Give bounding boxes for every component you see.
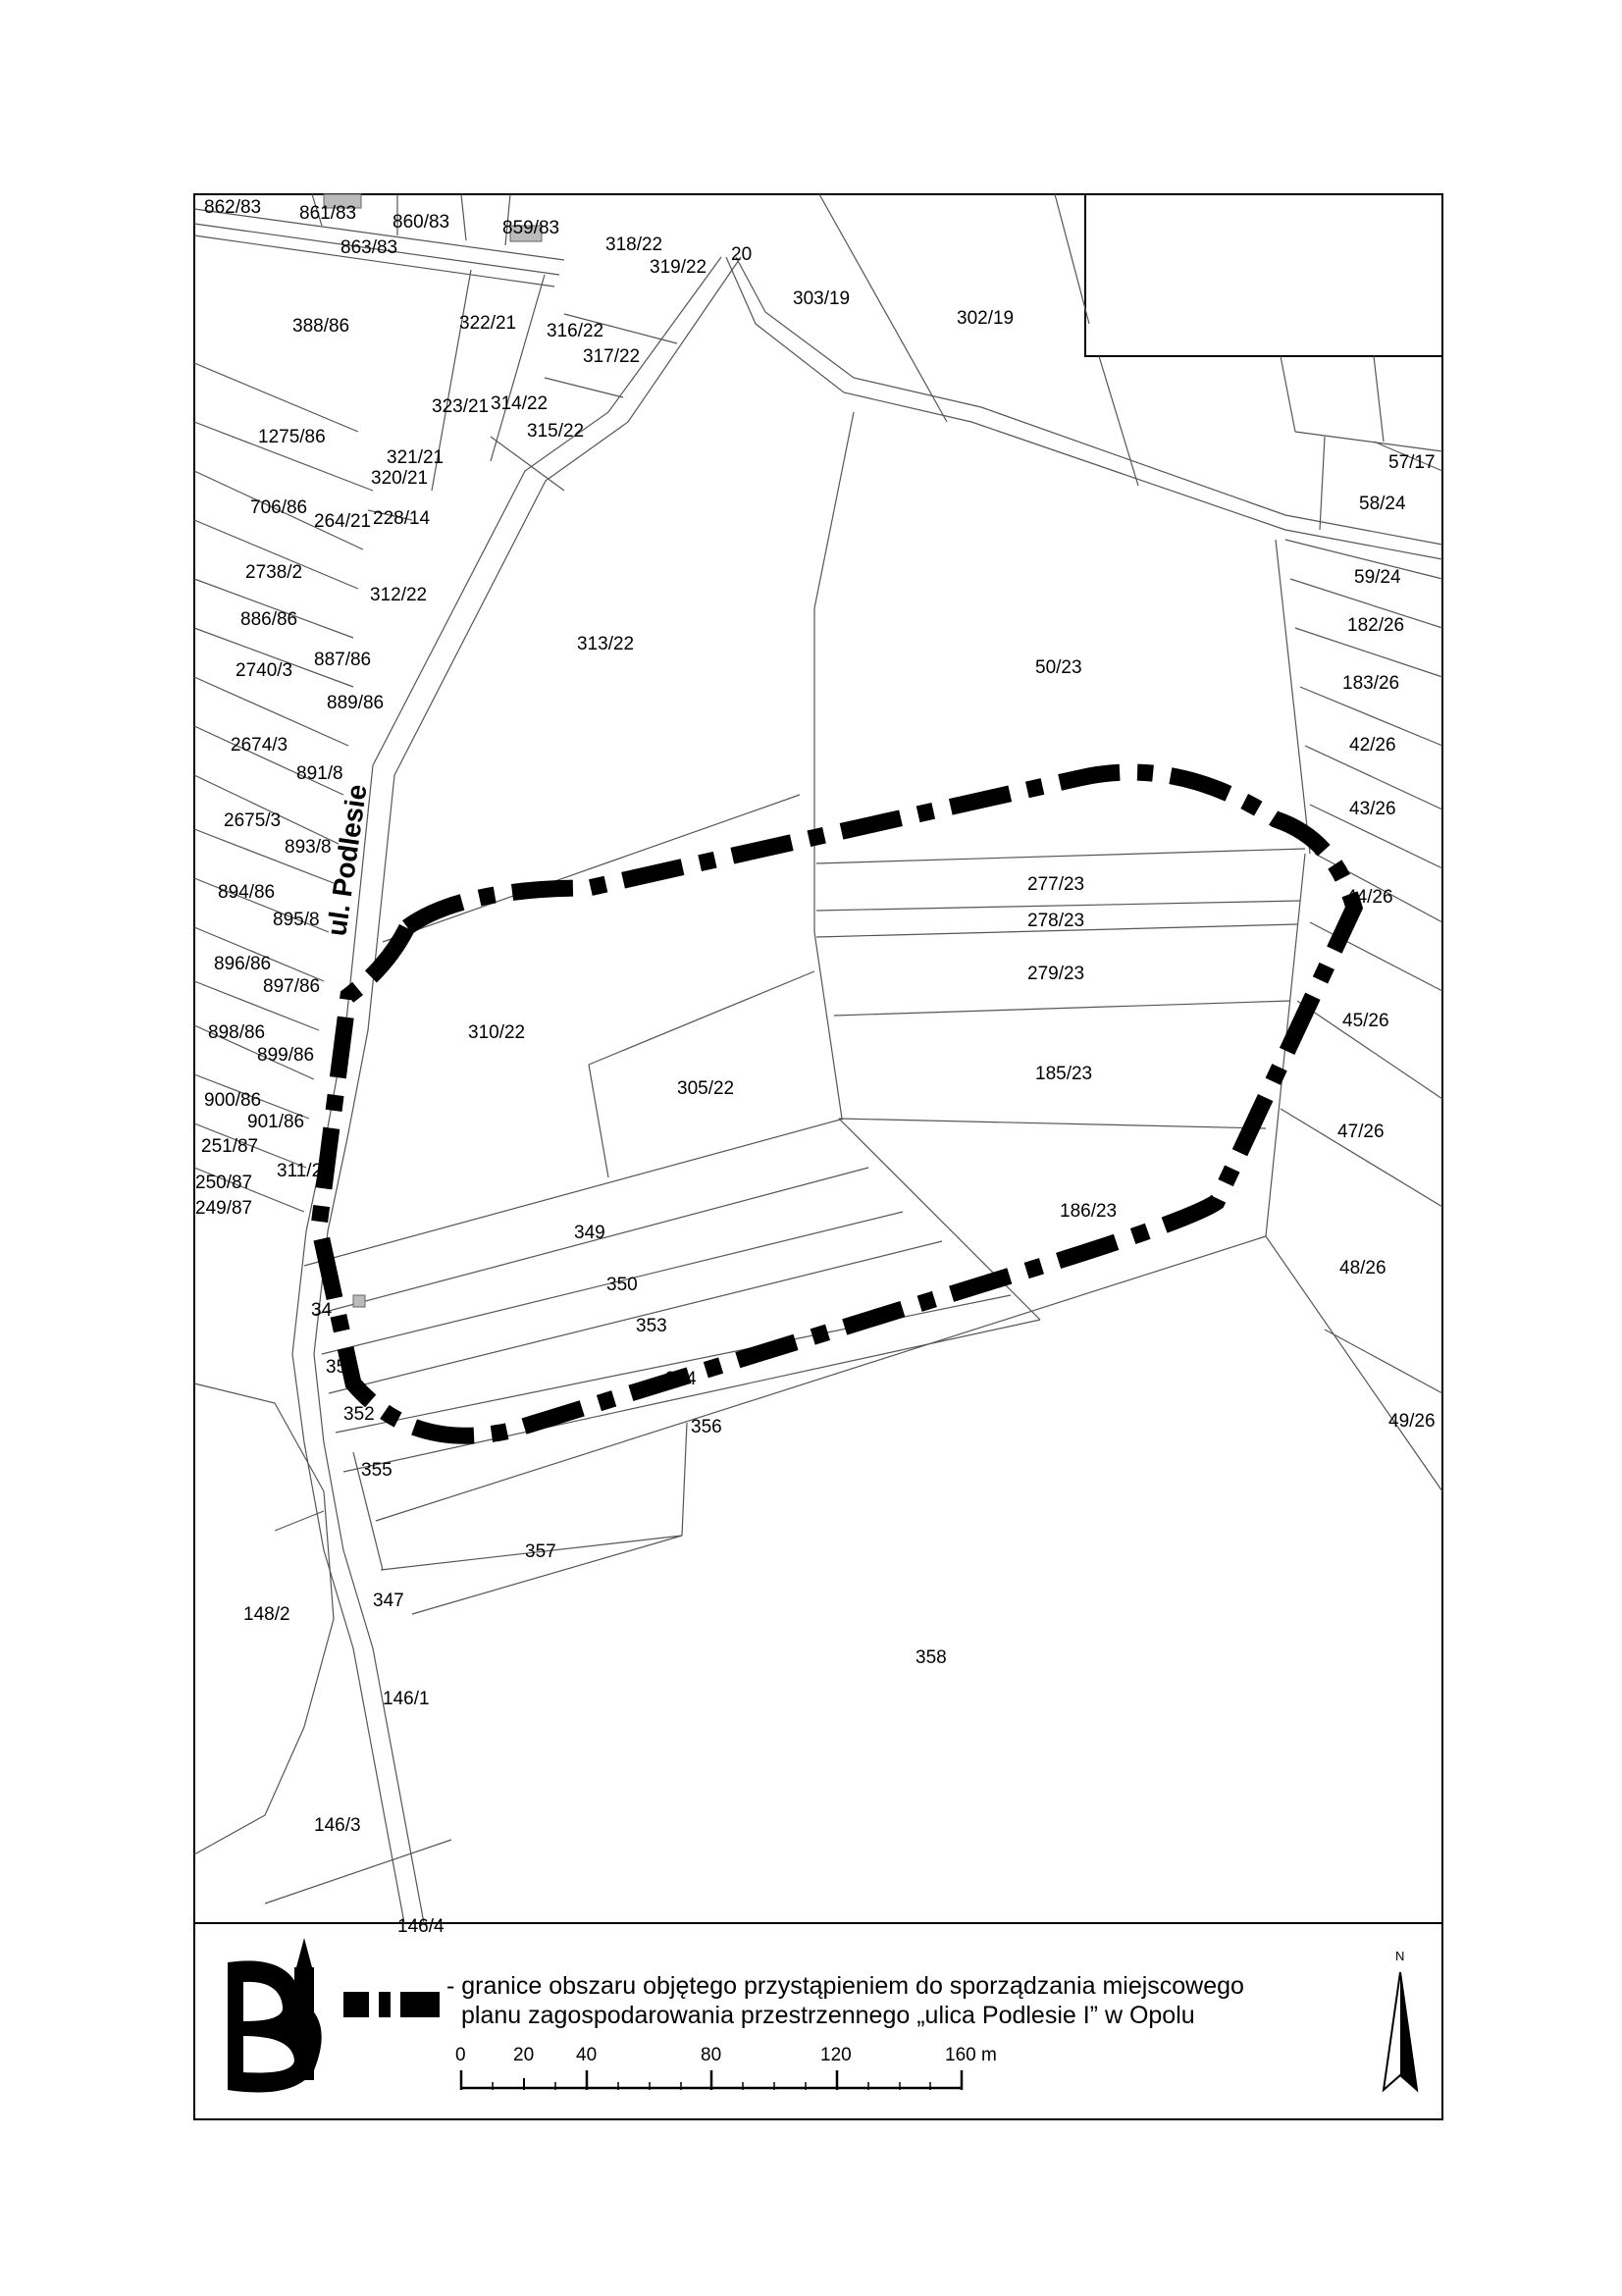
planning-area-boundary [319, 772, 1354, 1435]
parcel-label: 264/21 [314, 511, 372, 532]
parcel-label: 311/2 [277, 1161, 323, 1181]
scale-tick-40: 40 [576, 2045, 598, 2065]
parcel-label: 48/26 [1339, 1258, 1387, 1278]
parcel-label: 388/86 [292, 316, 350, 337]
parcel-label: 57/17 [1388, 452, 1436, 473]
parcel-label: 20 [731, 244, 753, 265]
parcel-label: 58/24 [1359, 494, 1406, 514]
parcel-label: 706/86 [250, 497, 308, 518]
parcel-label: 314/22 [491, 393, 549, 414]
parcel-label: 278/23 [1027, 911, 1085, 931]
legend [228, 1938, 1417, 2093]
legend-line-2: planu zagospodarowania przestrzennego „ulica Podlesie I” w Opolu [461, 2002, 1195, 2029]
parcel-label: 146/3 [314, 1815, 361, 1836]
parcel-label: 349 [574, 1223, 605, 1243]
scale-tick-20: 20 [513, 2045, 535, 2065]
parcel-label: 323/21 [432, 396, 490, 417]
parcel-label: 49/26 [1388, 1411, 1436, 1432]
parcel-label: 350 [606, 1275, 638, 1295]
parcel-label: 146/4 [397, 1916, 445, 1937]
parcel-label: 44/26 [1346, 887, 1393, 908]
boundary-symbol-icon [343, 1992, 440, 2017]
parcel-label: 34 [311, 1300, 333, 1321]
parcel-label: 353 [636, 1316, 667, 1336]
parcel-label: 2675/3 [224, 810, 282, 831]
parcel-label: 358 [916, 1647, 947, 1668]
parcel-lines [194, 194, 1442, 1923]
scale-tick-80: 80 [701, 2045, 722, 2065]
parcel-label: 318/22 [605, 235, 663, 255]
parcel-label: 305/22 [677, 1078, 735, 1099]
parcel-label: 313/22 [577, 634, 635, 654]
parcel-label: 859/83 [502, 218, 560, 238]
parcel-label: 1275/86 [258, 427, 326, 447]
scale-tick-0: 0 [455, 2045, 466, 2065]
parcel-label: 277/23 [1027, 874, 1085, 895]
parcel-label: 249/87 [195, 1198, 253, 1219]
street-label: ul. Podlesie [321, 782, 373, 938]
parcel-label: 183/26 [1342, 673, 1400, 694]
buildings [324, 194, 542, 1307]
parcel-label: 893/8 [285, 837, 332, 858]
parcel-label: 50/23 [1035, 657, 1082, 678]
parcel-label: 889/86 [327, 693, 385, 713]
parcel-label: 898/86 [208, 1022, 266, 1043]
parcel-label: 182/26 [1347, 615, 1405, 636]
parcel-label: 185/23 [1035, 1064, 1093, 1084]
parcel-label: 42/26 [1349, 735, 1396, 756]
parcel-label: 862/83 [204, 197, 262, 218]
parcel-label: 310/22 [468, 1022, 526, 1043]
parcel-label: 897/86 [263, 976, 321, 997]
legend-line-1: - granice obszaru objętego przystąpieniem do sporządzania miejscowego [446, 1972, 1244, 2000]
parcel-label: 303/19 [793, 288, 851, 309]
parcel-label: 279/23 [1027, 964, 1085, 984]
parcel-label: 356 [691, 1417, 722, 1437]
parcel-label: 355 [361, 1460, 392, 1481]
parcel-label: 896/86 [214, 954, 272, 974]
parcel-label: 2740/3 [235, 660, 293, 681]
parcel-label: 146/1 [383, 1689, 430, 1709]
parcel-label: 900/86 [204, 1090, 262, 1111]
parcel-label: 899/86 [257, 1045, 315, 1066]
bi-logo-icon [228, 1938, 322, 2093]
parcel-label: 35 [326, 1357, 347, 1378]
parcel-label: 302/19 [957, 308, 1015, 329]
parcel-label: 47/26 [1337, 1122, 1385, 1142]
parcel-label: 321/21 [387, 447, 445, 468]
parcel-label: 186/23 [1060, 1201, 1118, 1222]
parcel-label: 860/83 [392, 212, 450, 233]
parcel-label: 895/8 [273, 910, 320, 930]
parcel-label: 317/22 [583, 346, 641, 367]
parcel-label: 352 [343, 1404, 375, 1425]
parcel-label: 901/86 [247, 1112, 305, 1132]
inset-box [1085, 194, 1442, 356]
parcel-label: 887/86 [314, 650, 372, 670]
parcel-label: 2674/3 [231, 735, 288, 756]
parcel-label: 250/87 [195, 1173, 253, 1193]
parcel-label: 148/2 [243, 1604, 290, 1625]
parcel-label: 2738/2 [245, 562, 303, 583]
parcel-label: 251/87 [201, 1136, 259, 1157]
parcel-label: 891/8 [296, 763, 343, 784]
parcel-label: 316/22 [547, 321, 604, 341]
parcel-label: 347 [373, 1591, 404, 1611]
parcel-label: 59/24 [1354, 567, 1401, 588]
parcel-label: 315/22 [527, 421, 585, 442]
parcel-label: 357 [525, 1541, 556, 1562]
parcel-label: 886/86 [240, 609, 298, 630]
parcel-label: 312/22 [370, 585, 428, 605]
parcel-label: 354 [665, 1369, 697, 1389]
scale-tick-160: 160 m [945, 2045, 997, 2065]
scale-tick-120: 120 [820, 2045, 852, 2065]
parcel-labels [195, 197, 1436, 1937]
parcel-label: 320/21 [371, 468, 429, 489]
parcel-label: 863/83 [340, 237, 398, 258]
parcel-label: 45/26 [1342, 1011, 1389, 1031]
parcel-label: 43/26 [1349, 799, 1396, 819]
parcel-label: 861/83 [299, 203, 357, 224]
parcel-label: 228/14 [373, 508, 431, 529]
parcel-label: 322/21 [459, 313, 517, 334]
parcel-label: 894/86 [218, 882, 276, 903]
north-arrow-icon [1384, 1949, 1417, 2090]
scale-bar [455, 2045, 997, 2090]
parcel-label: 319/22 [650, 257, 707, 278]
north-label: N [1395, 1949, 1405, 1963]
